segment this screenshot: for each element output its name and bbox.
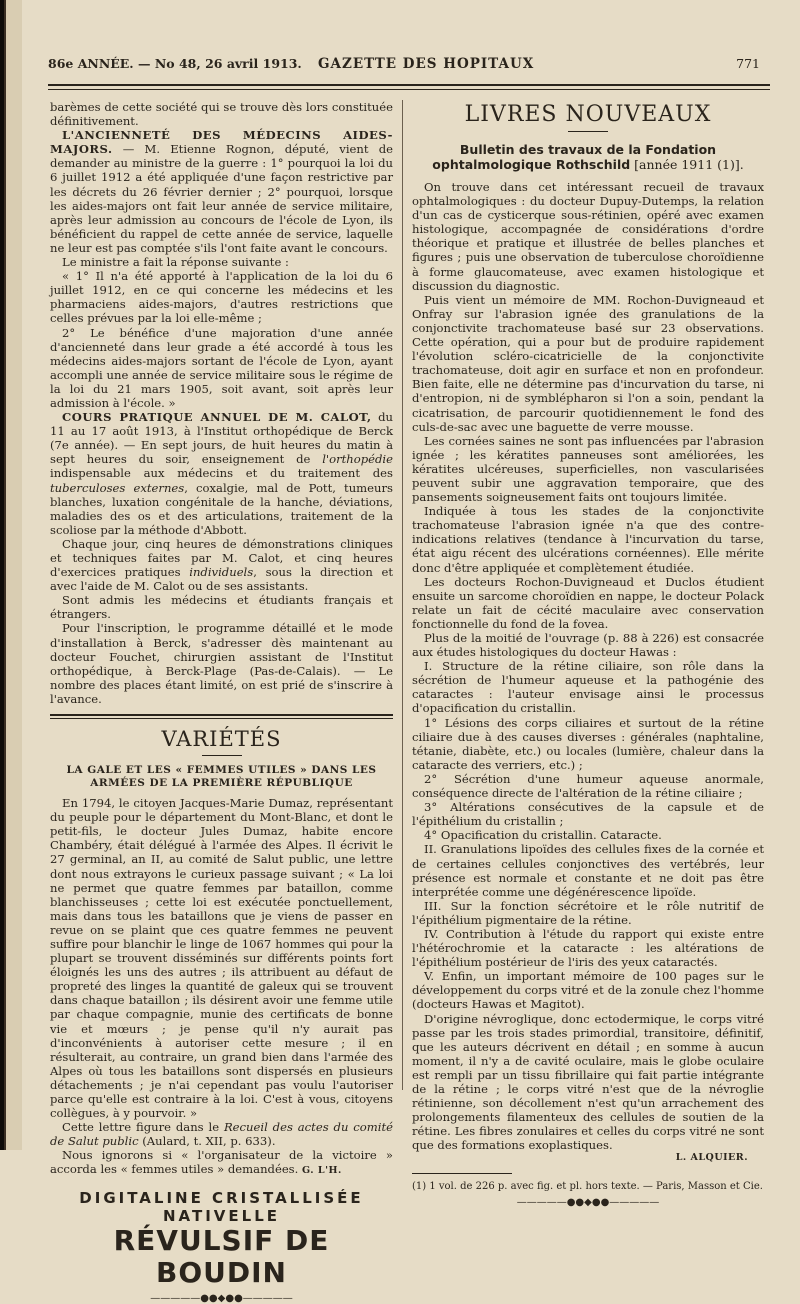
- advertisement-digitaline: DIGITALINE CRISTALLISÉE NATIVELLE: [79, 1188, 364, 1225]
- article-title: LA GALE ET LES « FEMMES UTILES » DANS LES ARMÉES DE LA PREMIÈRE RÉPUBLIQUE: [66, 764, 377, 790]
- paragraph: Nous ignorons si « l'organisateur de la victoire » accorda les « femmes utiles » demandées. G. L'H.: [50, 1148, 393, 1177]
- footnote-rule: [412, 1173, 512, 1174]
- news-heading: L'ANCIENNETÉ DES MÉDECINS AIDES-MAJORS.: [50, 128, 393, 157]
- paragraph: Sont admis les médecins et étudiants français et étrangers.: [50, 593, 393, 622]
- paragraph: D'origine névroglique, donc ectodermique, le corps vitré passe par les trois stades primordial, transitoire, définitif, que les auteurs décrivent en détail ; en somme à aucun moment, il n'y a de cavité oculaire, mais le globe oculaire est rempli par un tissu fibrillaire qui fait partie intégrante de la rétine ; le corps vitré n'est que de la névroglie rétinienne, son décollement n'est qu'un arrachement des prolongements filamenteux des cellules de soutien de la rétine. Les fibres zonulaires et celles du corps vitré ne sont que des formations exoplastiques.: [412, 1011, 764, 1153]
- ornament-divider: —————●●◆●●—————: [516, 1197, 660, 1209]
- paragraph: En 1794, le citoyen Jacques-Marie Dumaz, représentant du peuple pour le département du Mont-Blanc, et dont le petit-fils, le docteur Jules Dumaz, habite encore Chambéry, était délégué à l'armée des Alpes. Il écrivit le 27 germinal, an II, au comité de Salut public, une lettre dont nous extrayons le curieux passage suivant ; « La loi ne permet que quatre femmes par bataillon, comme blanchisseuses ; cette loi est exécutée ponctuellement, mais dans tous les bataillons que je viens de passer en revue on se plaint que ces quatre femmes ne peuvent suffire pour blanchir le linge de 1067 hommes qui pour la plupart se trouvent disséminés sur différents points fort éloignés les uns des autres ; ils attribuent au défaut de propreté des linges la quantité de galeux qui se trouvent dans chaque bataillon ; ils désirent avoir une femme utile par chaque compagnie, munie des certificats de bonne vie et mœurs ; je pense qu'il n'y aurait pas d'inconvénients à autoriser cette mesure ; il en résulterait, au contraire, un grand bien dans l'armée des Alpes où tous les bataillons sont dispersés en plusieurs détachements ; je n'ai cependant pas voulu l'autoriser parce qu'elle est contraire à la loi. C'est à vous, citoyens collègues, à y pourvoir. »: [50, 796, 393, 1121]
- paragraph: 4° Opacification du cristallin. Cataracte.: [424, 828, 662, 843]
- page-binding-edge: [0, 0, 22, 1150]
- book-title: Bulletin des travaux de la Fondation ophtalmologique Rothschild [année 1911 (1)].: [432, 142, 744, 172]
- paragraph: L'ANCIENNETÉ DES MÉDECINS AIDES-MAJORS. — M. Etienne Rognon, député, vient de demander au ministre de la guerre : 1° pourquoi la loi du 6 juillet 1912 a été appliquée d'une façon restrictive par les décrets du 26 février dernier ; 2° pourquoi, lorsque les aides-majors ont fait leur année de service militaire, après leur admission au concours de l'école de Lyon, ils bénéficient du rappel de cette année de service, laquelle ne leur est pas comptée s'ils l'ont faite avant le concours.: [50, 128, 393, 255]
- paragraph: Le ministre a fait la réponse suivante :: [62, 255, 289, 270]
- title-rule: [202, 755, 242, 756]
- advertisement-revulsif: RÉVULSIF DE BOUDIN: [113, 1223, 330, 1289]
- paragraph: III. Sur la fonction sécrétoire et le rôle nutritif de l'épithélium pigmentaire de la rétine.: [412, 898, 764, 927]
- paragraph: 2° Le bénéfice d'une majoration d'une année d'ancienneté dans leur grade a été accordé à tous les médecins aides-majors sortant de l'école de Lyon, ayant accompli une année de service militaire sous le régime de la loi du 21 mars 1905, soit avant, soit après leur admission à l'école. »: [50, 325, 393, 410]
- paragraph: I. Structure de la rétine ciliaire, son rôle dans la sécrétion de l'humeur aqueuse et la pathogénie des cataractes : l'auteur envisage ainsi le processus d'opacification du cristallin.: [412, 659, 764, 716]
- paragraph: Puis vient un mémoire de MM. Rochon-Duvigneaud et Onfray sur l'abrasion ignée des granulations de la conjonctivite trachomateuse basé sur 23 observations. Cette opération, qui a pour but de produire rapidement l'évolution scléro-cicatricielle de la conjonctivite trachomateuse, doit agir en surface et non en profondeur. Bien faite, elle ne détermine pas d'incurvation du tarse, ni d'entropion, ni de symblépharon si l'on a soin, pendant la cicatrisation, de parcourir quotidiennement le fond des culs-de-sac avec une baguette de verre mousse.: [412, 292, 764, 434]
- paragraph: On trouve dans cet intéressant recueil de travaux ophtalmologiques : du docteur Dupuy-Dutemps, la relation d'un cas de cysticerque sous-rétinien, opéré avec examen histologique, accompagnée de considérations d'ordre théorique et pratique et illustrée de belles planches et figures ; puis une observation de tuberculose choroïdienne à forme glaucomateuse, avec examen histologique et discussion du diagnostic.: [412, 180, 764, 293]
- paragraph: IV. Contribution à l'étude du rapport qui existe entre l'hétérochromie et la cataracte : les altérations de l'épithélium postérieur de l'iris des yeux cataractés.: [412, 926, 764, 970]
- paragraph: Les cornées saines ne sont pas influencées par l'abrasion ignée ; les kératites panneuses sont améliorées, les kératites ulcéreuses, superficielles, non vascularisées peuvent subir une aggravation temporaire, que des pansements soigneusement faits ont toujours limitée.: [412, 433, 764, 505]
- section-rule: [50, 714, 393, 719]
- header-rule-thin: [48, 89, 770, 90]
- ornament-divider: —————●●◆●●—————: [150, 1292, 293, 1304]
- section-title-livres: LIVRES NOUVEAUX: [464, 102, 712, 127]
- paragraph: Cette lettre figure dans le Recueil des actes du comité de Salut public (Aulard, t. XII, p. 633).: [50, 1120, 393, 1149]
- left-column: [50, 100, 393, 1304]
- paragraph: 2° Sécrétion d'une humeur aqueuse anormale, conséquence directe de l'altération de la rétine ciliaire ;: [412, 771, 764, 801]
- author-signature: G. L'H.: [302, 1165, 342, 1177]
- reviewer-signature: L. ALQUIER.: [675, 1152, 748, 1164]
- paragraph: Indiquée à tous les stades de la conjonctivite trachomateuse l'abrasion ignée n'a que des contre-indications relatives (tendance à l'incurvation du tarse, état aigu récent des ulcérations cornéennes). Elle mérite donc d'être appliquée et complètement étudiée.: [412, 504, 764, 575]
- paragraph: II. Granulations lipoïdes des cellules fixes de la cornée et de certaines cellules conjonctives des vertébrés, leur présence est normale et constante et ne doit pas être interprétée comme une dégénérescence lipoïde.: [412, 842, 764, 899]
- paragraph: Les docteurs Rochon-Duvigneaud et Duclos étudient ensuite un sarcome choroïdien en nappe, le docteur Polack relate un fait de cécité maculaire avec conservation fonctionnelle du fond de la fovea.: [412, 574, 764, 631]
- section-title-varietes: VARIÉTÉS: [161, 727, 282, 752]
- paragraph: COURS PRATIQUE ANNUEL DE M. CALOT, du 11 au 17 août 1913, à l'Institut orthopédique de Berck (7e année). — En sept jours, de huit heures du matin à sept heures du soir, enseignement de l'orthopédie indispensable aux médecins et du traitement des tuberculoses externes, coxalgie, mal de Pott, tumeurs blanches, luxation congénitale de la hanche, déviations, maladies des os et des articulations, traitement de la scoliose par la méthode d'Abbott.: [50, 410, 393, 537]
- title-rule: [568, 131, 608, 132]
- paragraph: Plus de la moitié de l'ouvrage (p. 88 à 226) est consacrée aux études histologiques du docteur Hawas :: [412, 631, 764, 660]
- right-column: [412, 100, 764, 1209]
- page-header: [48, 56, 770, 78]
- paragraph: Chaque jour, cinq heures de démonstrations cliniques et techniques faites par M. Calot, et cinq heures d'exercices pratiques individuels, sous la direction et avec l'aide de M. Calot ou de ses assistants.: [50, 536, 393, 594]
- header-rule: [48, 84, 770, 86]
- column-separator: [402, 100, 403, 1090]
- page-number: 771: [736, 56, 760, 71]
- paragraph: 3° Altérations consécutives de la capsule et de l'épithélium du cristallin ;: [412, 800, 764, 829]
- paragraph: « 1° Il n'a été apporté à l'application de la loi du 6 juillet 1912, en ce qui concerne les médecins et les pharmaciens aides-majors, d'autres restrictions que celles prévues par la loi elle-même ;: [50, 269, 393, 326]
- paragraph: barèmes de cette société qui se trouve dès lors constituée définitivement.: [50, 100, 393, 129]
- news-heading: COURS PRATIQUE ANNUEL DE M. CALOT,: [62, 410, 372, 425]
- paragraph: 1° Lésions des corps ciliaires et surtout de la rétine ciliaire due à des causes diverses : générales (naphtaline, tétanie, diabète, etc.) ou locales (lumière, chaleur dans la cataracte des verriers, etc.) ;: [412, 715, 764, 772]
- paragraph: V. Enfin, un important mémoire de 100 pages sur le développement du corps vitré et de la zonule chez l'homme (docteurs Hawas et Magitot).: [412, 969, 764, 1012]
- footnote: (1) 1 vol. de 226 p. avec fig. et pl. hors texte. — Paris, Masson et Cie.: [412, 1181, 763, 1193]
- issue-info: 86e ANNÉE. — No 48, 26 avril 1913.: [48, 56, 302, 71]
- journal-title: GAZETTE DES HOPITAUX: [318, 56, 535, 72]
- paragraph: Pour l'inscription, le programme détaillé et le mode d'installation à Berck, s'adresser dès maintenant au docteur Fouchet, chirurgien assistant de l'Institut orthopédique, à Berck-Plage (Pas-de-Calais). — Le nombre des places étant limité, on est prié de s'inscrire à l'avance.: [50, 621, 393, 706]
